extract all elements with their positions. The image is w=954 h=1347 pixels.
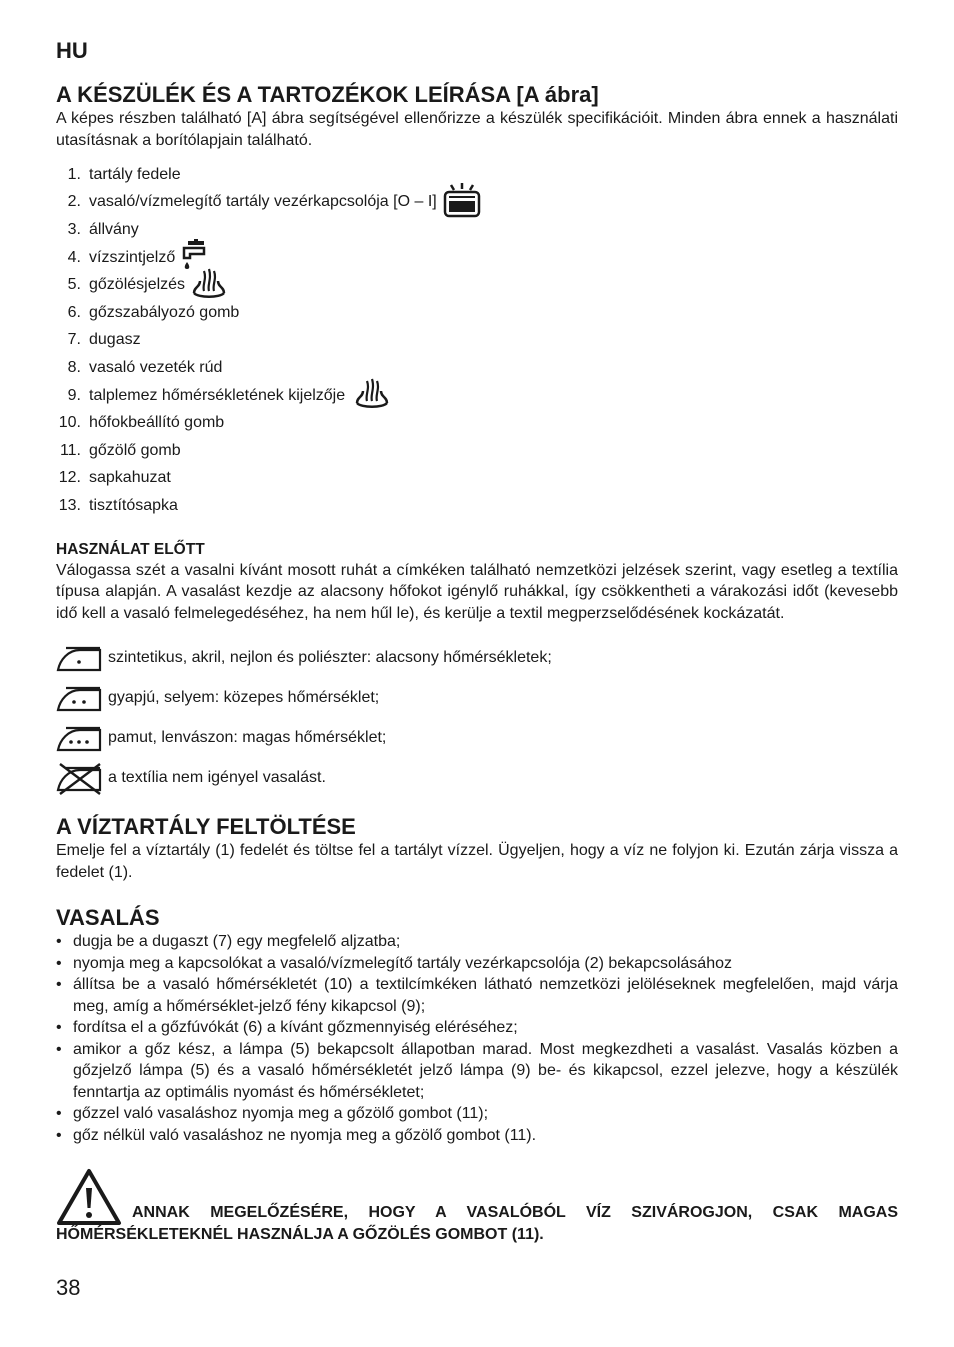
language-code: HU <box>56 38 88 63</box>
list-item: 1. tartály fedele <box>67 165 181 183</box>
page-number: 38 <box>56 1275 81 1300</box>
list-item: 4. vízszintjelző <box>56 244 898 272</box>
list-item: • gőz nélkül való vasaláshoz ne nyomja meg a gőzölő gombot (11). <box>56 1125 898 1147</box>
warning-box <box>56 1176 898 1246</box>
list-item: 2. vasaló/vízmelegítő tartály vezérkapcsolója [O – I] <box>56 189 898 217</box>
care-symbols <box>56 638 898 798</box>
list-item: • dugja be a dugaszt (7) egy megfelelő aljzatba; <box>56 931 898 953</box>
list-item: 3. állvány <box>67 220 139 238</box>
list-item: 9. talplemez hőmérsékletének kijelzője <box>56 382 898 410</box>
ironing-steps <box>56 931 898 1146</box>
list-item: • amikor a gőz kész, a lámpa (5) bekapcsolt állapotban marad. Most megkezdheti a vasalást. Vasalás közben a gőzjelző lámpa (5) és a vasaló hőmérsékletét jelző lámpa (9) be- és kikapcsol, ezzel jelezve, hogy a készülék fenntartja az optimális nyomást és hőmérsékletet; <box>56 1039 898 1104</box>
boiler-icon <box>442 182 482 223</box>
manual-page <box>56 38 898 1246</box>
fill-tank-text: Emelje fel a víztartály (1) fedelét és töltse fel a tartályt vízzel. Ügyeljen, hogy a víz ne folyjon ki. Ezután zárja vissza a fedelet (1). <box>56 842 898 881</box>
care-symbol-row: a textília nem igényel vasalást. <box>56 758 898 798</box>
care-symbol-row: szintetikus, akril, nejlon és poliészter: alacsony hőmérsékletek; <box>56 638 898 678</box>
list-item: • fordítsa el a gőzfúvókát (6) a kívánt gőzmennyiség eléréséhez; <box>56 1017 898 1039</box>
list-item: 12. sapkahuzat <box>58 469 171 487</box>
warning-text: ANNAK MEGELŐZÉSÉRE, HOGY A VASALÓBÓL VÍZ SZIVÁROGJON, CSAK MAGAS HŐMÉRSÉKLETEKNÉL HASZNÁLJA A GŐZÖLÉS GOMBOT (11). <box>56 1204 898 1244</box>
list-item: 5. gőzölésjelzés <box>56 271 898 299</box>
list-item: • gőzzel való vasaláshoz nyomja meg a gőzölő gombot (11); <box>56 1103 898 1125</box>
care-symbol-row: pamut, lenvászon: magas hőmérséklet; <box>56 718 898 758</box>
parts-list <box>56 161 898 520</box>
list-item: 6. gőzszabályozó gomb <box>67 303 240 321</box>
iron-two-dots-icon <box>56 682 102 714</box>
list-item: 8. vasaló vezeték rúd <box>67 358 223 376</box>
steam-icon <box>353 377 391 414</box>
care-symbol-row: gyapjú, selyem: közepes hőmérséklet; <box>56 678 898 718</box>
section-title-description: A KÉSZÜLÉK ÉS A TARTOZÉKOK LEÍRÁSA [A ábra] <box>56 82 599 107</box>
list-item: 11. gőzölő gomb <box>59 441 181 459</box>
warning-triangle-icon <box>56 1168 122 1226</box>
iron-crossed-icon <box>56 761 102 795</box>
description-intro: A képes részben található [A] ábra segítségével ellenőrizze a készülék specifikációit. Minden ábra ennek a használati utasításnak a borítólapjain található. <box>56 110 898 149</box>
list-item: • nyomja meg a kapcsolókat a vasaló/vízmelegítő tartály vezérkapcsolója (2) bekapcsolásához <box>56 953 898 975</box>
list-item: • állítsa be a vasaló hőmérsékletét (10) a textilcímkéken látható nemzetközi jelöléseknek megfelelően, majd várja meg, amíg a hőmérséklet-jelző fény kikapcsol (9); <box>56 974 898 1017</box>
steam-icon <box>190 267 228 304</box>
iron-one-dot-icon <box>56 642 102 674</box>
before-use-title: HASZNÁLAT ELŐTT <box>56 540 205 558</box>
iron-three-dots-icon <box>56 722 102 754</box>
before-use-text: Válogassa szét a vasalni kívánt mosott ruhát a címkéken található nemzetközi jelzések szerint, vagy esetleg a textília típusa alapján. A vasalást kezdje az alacsony hőfokot igénylő ruhákkal, így csökkentheti a várakozási időt (kevesebb idő kell a vasaló felmelegedéséhez, ha nem hűl le), és kerülje a textil megperzselődésének kockázatát. <box>56 561 898 622</box>
list-item: 7. dugasz <box>67 331 141 349</box>
section-title-ironing: VASALÁS <box>56 905 160 931</box>
list-item: 13. tisztítósapka <box>58 496 178 514</box>
list-item: 10. hőfokbeállító gomb <box>58 414 225 432</box>
section-title-fill-tank: A VÍZTARTÁLY FELTÖLTÉSE <box>56 814 356 840</box>
